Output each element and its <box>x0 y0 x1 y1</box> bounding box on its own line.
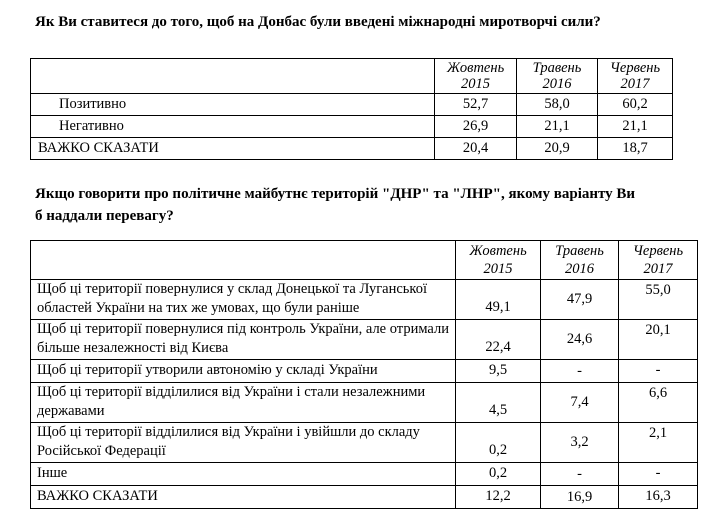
value-cell: 4,5 <box>456 383 541 423</box>
value-cell: 55,0 <box>619 280 698 320</box>
value-cell: 47,9 <box>541 280 619 320</box>
value-cell: 60,2 <box>598 94 673 116</box>
value-cell: 6,6 <box>619 383 698 423</box>
table1-header-row <box>31 59 673 94</box>
column-month: Червень <box>632 243 684 259</box>
row-label: Негативно <box>31 116 435 138</box>
value-cell: 24,6 <box>541 320 619 360</box>
value-cell: 16,9 <box>541 486 619 509</box>
column-year: 2015 <box>461 76 490 92</box>
value-cell: 0,2 <box>456 423 541 463</box>
value-cell: 52,7 <box>435 94 517 116</box>
column-year: 2016 <box>565 261 594 277</box>
value-cell: - <box>541 360 619 383</box>
row-label: Позитивно <box>31 94 435 116</box>
peacekeepers-table <box>30 58 673 160</box>
table2-row-independent-states <box>31 383 698 423</box>
row-label: Щоб ці території повернулися під контроль України, але отримали більше незалежності від Києва <box>31 320 456 360</box>
table2-row-join-russia <box>31 423 698 463</box>
table1-column-header-may2016 <box>517 59 598 94</box>
value-cell: 2,1 <box>619 423 698 463</box>
table2-row-autonomy <box>31 360 698 383</box>
value-cell: 9,5 <box>456 360 541 383</box>
value-cell: 22,4 <box>456 320 541 360</box>
dnr-lnr-future-table <box>30 240 698 509</box>
row-label: Щоб ці території відділилися від України і увійшли до складу Російської Федерації <box>31 423 456 463</box>
value-cell: - <box>619 463 698 486</box>
column-month: Травень <box>532 60 582 76</box>
table2-empty-header-cell <box>31 241 456 280</box>
table1-row-positive <box>31 94 673 116</box>
table2-row-other <box>31 463 698 486</box>
column-month: Червень <box>609 60 661 76</box>
table1-empty-header-cell <box>31 59 435 94</box>
value-cell: 20,9 <box>517 138 598 160</box>
value-cell: - <box>619 360 698 383</box>
value-cell: - <box>541 463 619 486</box>
value-cell: 20,1 <box>619 320 698 360</box>
row-label: Щоб ці території повернулися у склад Донецької та Луганської областей України на тих же умовах, що були раніше <box>31 280 456 320</box>
column-year: 2017 <box>643 261 673 277</box>
column-month: Травень <box>555 243 604 259</box>
table2-column-header-oct2015 <box>456 241 541 280</box>
value-cell: 12,2 <box>456 486 541 509</box>
column-year: 2017 <box>620 76 650 92</box>
table2-row-return-same-terms <box>31 280 698 320</box>
value-cell: 0,2 <box>456 463 541 486</box>
value-cell: 21,1 <box>598 116 673 138</box>
table1-column-header-oct2015 <box>435 59 517 94</box>
row-label: Щоб ці території утворили автономію у складі України <box>31 360 456 383</box>
value-cell: 26,9 <box>435 116 517 138</box>
table2-header-row <box>31 241 698 280</box>
value-cell: 58,0 <box>517 94 598 116</box>
column-year: 2015 <box>483 261 513 277</box>
table2-row-hard-to-say <box>31 486 698 509</box>
question-1-title: Як Ви ставитеся до того, щоб на Донбас були введені міжнародні миротворчі сили? <box>35 14 601 30</box>
table1-column-header-jun2017 <box>598 59 673 94</box>
column-month: Жовтень <box>446 60 505 76</box>
table1-row-negative <box>31 116 673 138</box>
table2-column-header-may2016 <box>541 241 619 280</box>
row-label: Щоб ці території відділилися від України і стали незалежними державами <box>31 383 456 423</box>
row-label: Інше <box>31 463 456 486</box>
value-cell: 18,7 <box>598 138 673 160</box>
value-cell: 3,2 <box>541 423 619 463</box>
column-month: Жовтень <box>469 243 527 259</box>
table2-row-return-more-independence <box>31 320 698 360</box>
value-cell: 49,1 <box>456 280 541 320</box>
table2-column-header-jun2017 <box>619 241 698 280</box>
value-cell: 21,1 <box>517 116 598 138</box>
table1-row-hard-to-say <box>31 138 673 160</box>
row-label: ВАЖКО СКАЗАТИ <box>31 486 456 509</box>
value-cell: 7,4 <box>541 383 619 423</box>
row-label: ВАЖКО СКАЗАТИ <box>31 138 435 160</box>
value-cell: 16,3 <box>619 486 698 509</box>
column-year: 2016 <box>542 76 572 92</box>
value-cell: 20,4 <box>435 138 517 160</box>
question-2-title: Якщо говорити про політичне майбутнє територій "ДНР" та "ЛНР", якому варіанту Ви б наддали перевагу? <box>35 186 636 224</box>
